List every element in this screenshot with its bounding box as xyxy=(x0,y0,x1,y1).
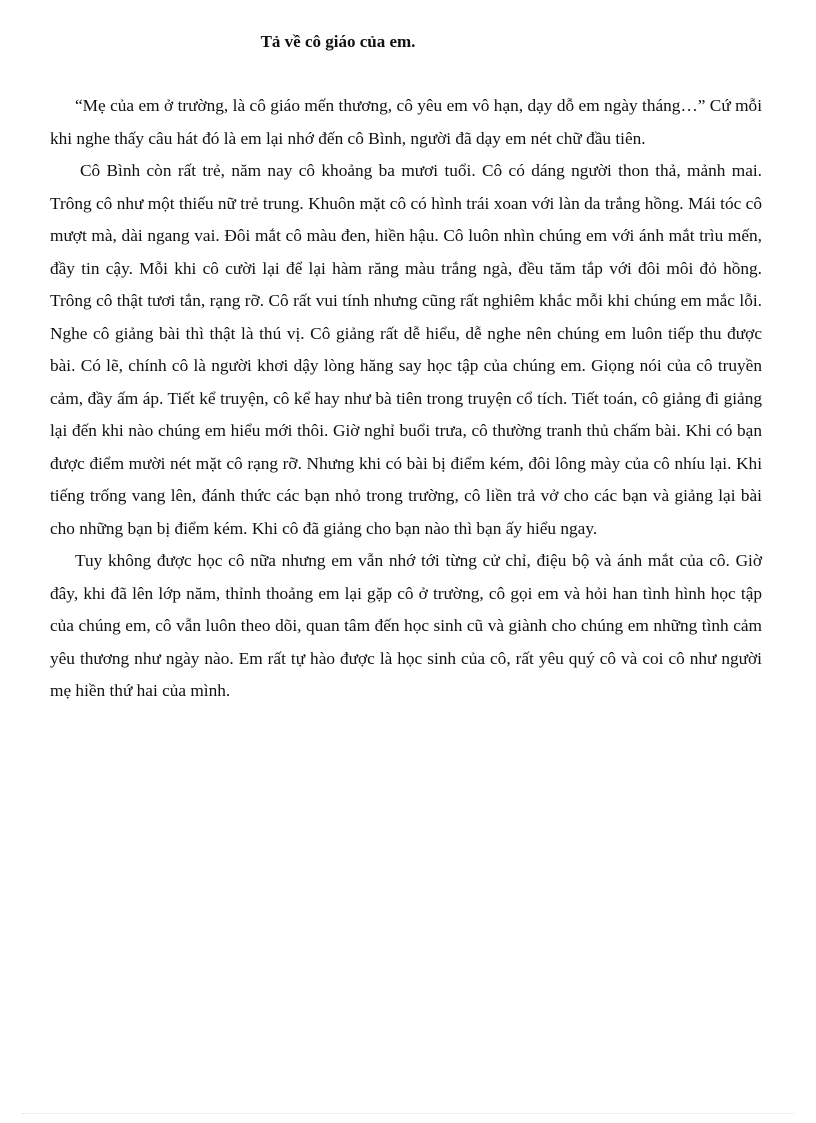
paragraph-intro: “Mẹ của em ở trường, là cô giáo mến thương, cô yêu em vô hạn, dạy dỗ em ngày tháng…” Cứ mỗi khi nghe thấy câu hát đó là em lại nhớ đến cô Bình, người đã dạy em nét chữ đầu tiên. xyxy=(50,96,762,148)
page-footer-rule xyxy=(22,1113,794,1114)
document-body xyxy=(50,90,762,708)
paragraph-description: Cô Bình còn rất trẻ, năm nay cô khoảng ba mươi tuổi. Cô có dáng người thon thả, mảnh mai. Trông cô như một thiếu nữ trẻ trung. Khuôn mặt cô có hình trái xoan với làn da trắng hồng. Mái tóc cô mượt mà, dài ngang vai. Đôi mắt cô màu đen, hiền hậu. Cô luôn nhìn chúng em với ánh mắt trìu mến, đầy tin cậy. Mỗi khi cô cười lại để lại hàm răng màu trắng ngà, đều tăm tắp với đôi môi đỏ hồng. Trông cô thật tươi tắn, rạng rỡ. Cô rất vui tính nhưng cũng rất nghiêm khắc mỗi khi chúng em mắc lỗi. Nghe cô giảng bài thì thật là thú vị. Cô giảng rất dễ hiểu, dễ nghe nên chúng em luôn tiếp thu được bài. Có lẽ, chính cô là người khơi dậy lòng hăng say học tập của chúng em. Giọng nói của cô truyền cảm, đầy ấm áp. Tiết kể truyện, cô kể hay như bà tiên trong truyện cổ tích. Tiết toán, cô giảng đi giảng lại đến khi nào chúng em hiểu mới thôi. Giờ nghỉ buổi trưa, cô thường tranh thủ chấm bài. Khi có bạn được điểm mười nét mặt cô rạng rỡ. Nhưng khi có bài bị điểm kém, đôi lông mày của cô nhíu lại. Khi tiếng trống vang lên, đánh thức các bạn nhỏ trong trường, cô liền trả vở cho các bạn và giảng lại bài cho những bạn bị điểm kém. Khi cô đã giảng cho bạn nào thì bạn ấy hiểu ngay. xyxy=(50,161,762,538)
paragraph-conclusion: Tuy không được học cô nữa nhưng em vẫn nhớ tới từng cử chỉ, điệu bộ và ánh mắt của cô. Giờ đây, khi đã lên lớp năm, thỉnh thoảng em lại gặp cô ở trường, cô gọi em và hỏi han tình hình học tập của chúng em, cô vẫn luôn theo dõi, quan tâm đến học sinh cũ và giành cho chúng em những tình cảm yêu thương như ngày nào. Em rất tự hào được là học sinh của cô, rất yêu quý cô và coi cô như người mẹ hiền thứ hai của mình. xyxy=(50,551,762,700)
document-title: Tả về cô giáo của em. xyxy=(260,32,416,51)
